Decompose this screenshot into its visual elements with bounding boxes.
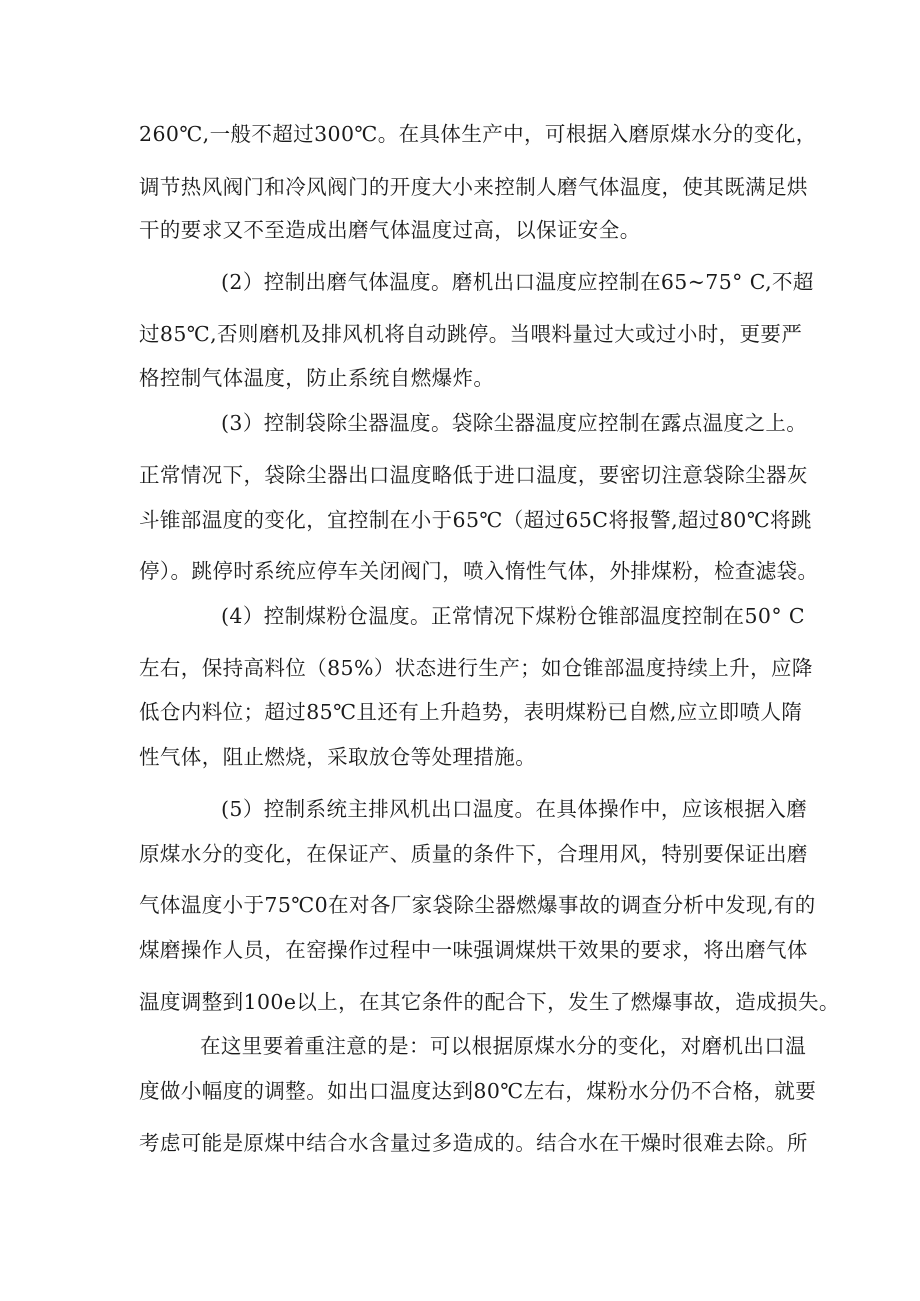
paragraph-6-start: 在这里要着重注意的是：可以根据原煤水分的变化，对磨机出口温: [200, 1034, 807, 1058]
text-line: 过85℃,否则磨机及排风机将自动跳停。当喂料量过大或过小时，更要严: [139, 322, 803, 346]
paragraph-4-start: (4）控制煤粉仓温度。正常情况下煤粉仓锥部温度控制在50° C: [221, 604, 805, 628]
text-line: 正常情况下，袋除尘器出口温度略低于进口温度，要密切注意袋除尘器灰: [139, 463, 808, 487]
text-line: 煤磨操作人员，在窑操作过程中一味强调煤烘干效果的要求，将出磨气体: [139, 938, 808, 962]
text-line: 干的要求又不至造成出磨气体温度过高，以保证安全。: [139, 218, 641, 242]
paragraph-3-start: (3）控制袋除尘器温度。袋除尘器温度应控制在露点温度之上。: [221, 411, 808, 435]
text-line: 考虑可能是原煤中结合水含量过多造成的。结合水在干燥时很难去除。所: [139, 1131, 808, 1155]
text-line: 停）。跳停时系统应停车关闭阀门，喷入惰性气体，外排煤粉，检查滤袋。: [139, 559, 819, 583]
text-line: 格控制气体温度，防止系统自燃爆炸。: [139, 366, 495, 390]
text-line: 度做小幅度的调整。如出口温度达到80℃左右，煤粉水分仍不合格，就要: [139, 1079, 817, 1103]
paragraph-2-start: (2）控制出磨气体温度。磨机出口温度应控制在65~75° C,不超: [221, 270, 814, 294]
text-line: 左右，保持高料位（85%）状态进行生产；如仓锥部温度持续上升，应降: [139, 656, 813, 680]
text-line: 气体温度小于75℃0在对各厂家袋除尘器燃爆事故的调查分析中发现,有的: [139, 893, 816, 917]
text-line: 原煤水分的变化，在保证产、质量的条件下，合理用风，特别要保证出磨: [139, 842, 808, 866]
text-line: 性气体，阻止燃烧，采取放仓等处理措施。: [139, 745, 537, 769]
text-line: 斗锥部温度的变化，宜控制在小于65℃（超过65C将报警,超过80℃将跳: [139, 508, 812, 532]
paragraph-5-start: (5）控制系统主排风机出口温度。在具体操作中，应该根据入磨: [221, 797, 808, 821]
text-line: 260℃,一般不超过300℃。在具体生产中，可根据入磨原煤水分的变化，: [139, 122, 817, 146]
text-line: 温度调整到100e以上，在其它条件的配合下，发生了燃爆事故，造成损失。: [139, 990, 840, 1014]
text-line: 调节热风阀门和冷风阀门的开度大小来控制人磨气体温度，使其既满足烘: [139, 175, 808, 199]
text-line: 低仓内料位；超过85℃且还有上升趋势，表明煤粉已自燃,应立即喷人隋: [139, 700, 803, 724]
